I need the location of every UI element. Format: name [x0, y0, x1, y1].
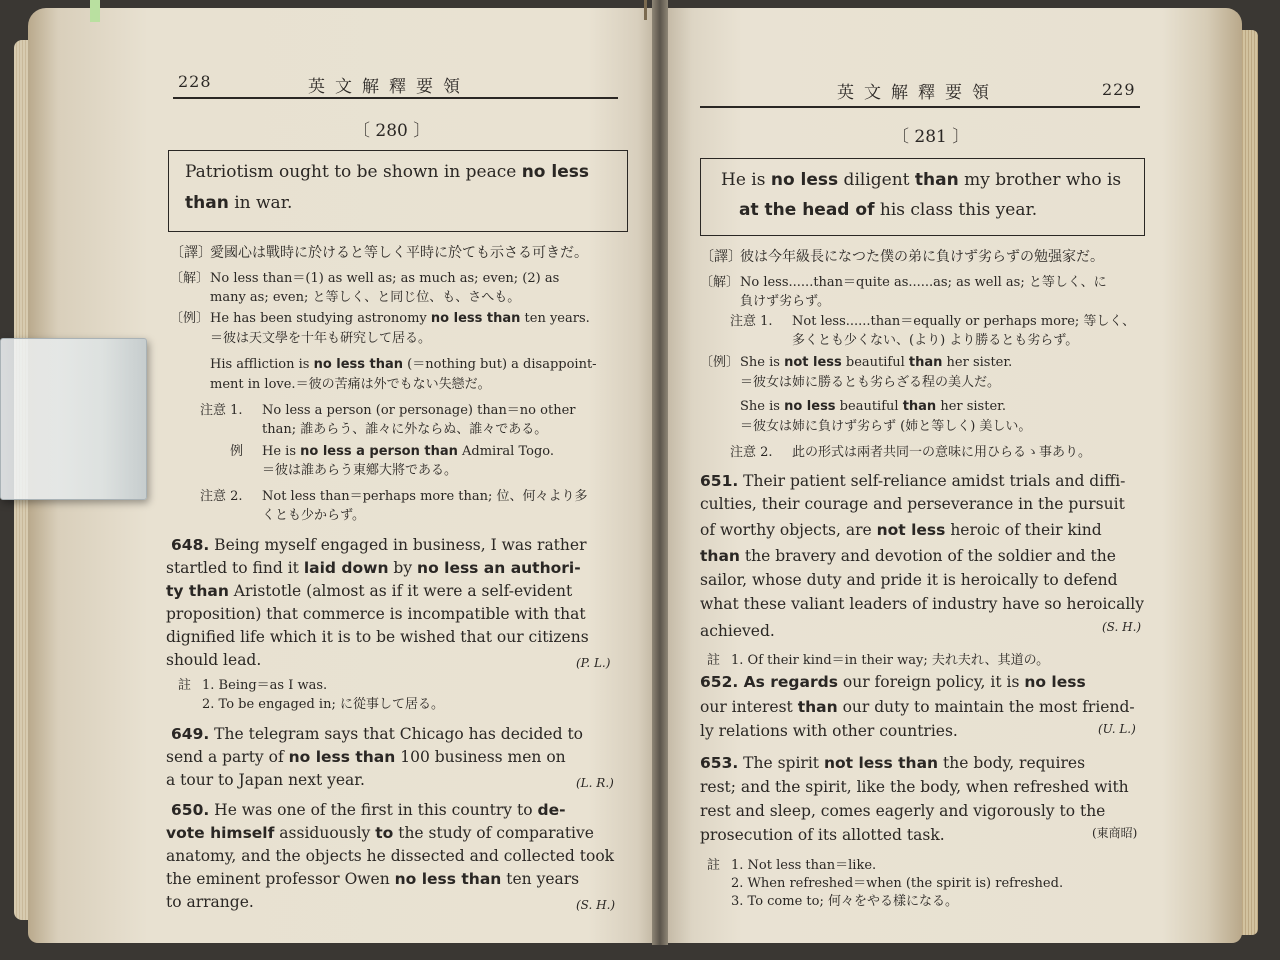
paragraph-649: a tour to Japan next year. — [166, 771, 365, 789]
source-649: (L. R.) — [576, 776, 614, 790]
source-648: (P. L.) — [576, 656, 611, 670]
box-keyword: no less — [521, 162, 589, 182]
right-page — [662, 8, 1242, 943]
note-example-line: 例 He is no less a person than Admiral Togo. — [230, 444, 555, 459]
example-box-280 — [168, 150, 628, 232]
paragraph-650: to arrange. — [166, 893, 254, 911]
translation-line: 〔譯〕愛國心は戰時に於けると等しく平時に於ても示さる可きだ。 — [170, 245, 588, 261]
box-keyword: than — [185, 193, 229, 213]
example-line: She is no less beautiful than her sister. — [740, 399, 1007, 414]
example-line: ＝彼は天文學を十年も硏究して居る。 — [210, 331, 432, 346]
box-text: in war. — [228, 193, 293, 213]
paragraph-651: 651. Their patient self-reliance amidst trials and diffi- — [700, 472, 1126, 490]
paragraph-649: 649. The telegram says that Chicago has decided to — [171, 725, 584, 743]
source-652: (U. L.) — [1098, 722, 1136, 736]
note-line: 注意 2. 此の形式は兩者共同一の意味に用ひらるゝ事あり。 — [730, 445, 1092, 460]
explanation-line: 〔解〕No less......than＝quite as......as; as well as; と等しく、に — [700, 275, 1107, 290]
paragraph-650: the eminent professor Owen no less than ten years — [166, 870, 580, 888]
paragraph-651: achieved. — [700, 622, 775, 640]
paragraph-653: 653. The spirit not less than the body, requires — [700, 754, 1086, 772]
note-line: 注意 1. No less a person (or personage) than＝no other — [200, 403, 576, 418]
source-651: (S. H.) — [1102, 620, 1142, 634]
header-rule-right — [700, 106, 1140, 108]
paragraph-648: startled to find it laid down by no less an authori- — [166, 559, 581, 577]
paragraph-648: 648. Being myself engaged in business, I was rather — [171, 536, 587, 554]
paragraph-648: should lead. — [166, 651, 262, 669]
header-title-left: 英文解釋要領 — [308, 77, 470, 97]
paragraph-653: prosecution of its allotted task. — [700, 826, 945, 844]
page-number-left: 228 — [178, 72, 212, 91]
footnote-line: 註 1. Not less than＝like. — [707, 858, 877, 873]
paragraph-651: culties, their courage and perseverance in the pursuit — [700, 495, 1125, 513]
paragraph-648: dignified life which it is to be wished that our citizens — [166, 628, 589, 646]
page-number-right: 229 — [1102, 80, 1136, 99]
note-example-line: ＝彼は誰あらう東鄕大將である。 — [262, 463, 458, 478]
book-gutter — [652, 0, 668, 945]
example-line: 〔例〕He has been studying astronomy no less than ten years. — [170, 311, 590, 326]
bookmark-string — [644, 0, 647, 20]
note-line: 注意 2. Not less than＝perhaps more than; 位、何々より多 — [200, 489, 588, 504]
explanation-line: 負けず劣らず。 — [740, 294, 830, 309]
paragraph-651: sailor, whose duty and pride it is heroically to defend — [700, 571, 1118, 589]
source-653: (東商昭) — [1092, 826, 1138, 840]
example-line: ＝彼女は姉に負けず劣らず (姉と等しく) 美しい。 — [740, 419, 1032, 434]
example-line: ment in love.＝彼の苦痛は外でもない失戀だ。 — [210, 377, 491, 392]
header-title-right: 英文解釋要領 — [837, 83, 999, 103]
paragraph-651: than the bravery and devotion of the soldier and the — [700, 547, 1116, 565]
paragraph-649: send a party of no less than 100 business men on — [166, 748, 566, 766]
source-650: (S. H.) — [576, 898, 616, 912]
example-line: 〔例〕She is not less beautiful than her sister. — [700, 355, 1013, 370]
paragraph-653: rest and sleep, comes eagerly and vigorously to the — [700, 802, 1106, 820]
footnote-line: 註 1. Being＝as I was. — [178, 678, 328, 693]
header-rule-left — [173, 97, 618, 99]
sticky-tab — [90, 0, 100, 22]
footnote-line: 3. To come to; 何々をやる樣になる。 — [731, 894, 958, 909]
paragraph-650: vote himself assiduously to the study of comparative — [166, 824, 594, 842]
box-text: Patriotism ought to be shown in peace — [185, 162, 522, 182]
footnote-line: 註 1. Of their kind＝in their way; 夫れ夫れ、其道の。 — [707, 653, 1050, 668]
translation-line: 〔譯〕彼は今年級長になつた僕の弟に負けず劣らずの勉强家だ。 — [700, 249, 1104, 265]
footnote-line: 2. When refreshed＝when (the spirit is) refreshed. — [731, 876, 1064, 891]
example-line: His affliction is no less than (＝nothing but) a disappoint- — [210, 357, 597, 372]
paragraph-650: anatomy, and the objects he dissected and collected took — [166, 847, 615, 865]
section-number-281: 〔 281 〕 — [892, 127, 970, 147]
paragraph-648: ty than Aristotle (almost as if it were a self-evident — [166, 582, 573, 600]
note-line: くとも少からず。 — [262, 508, 365, 523]
paragraph-652: our interest than our duty to maintain the most friend- — [700, 698, 1135, 716]
section-number-280: 〔 280 〕 — [353, 121, 431, 141]
example-line: ＝彼女は姉に勝るとも劣らざる程の美人だ。 — [740, 375, 1001, 390]
note-line: than; 誰あらう、誰々に外ならぬ、誰々である。 — [262, 422, 548, 437]
paragraph-650: 650. He was one of the first in this country to de- — [171, 801, 566, 819]
paragraph-648: proposition) that commerce is incompatible with that — [166, 605, 586, 623]
explanation-line: many as; even; と等しく、と同じ位、も、さへも。 — [210, 290, 521, 305]
paragraph-651: of worthy objects, are not less heroic of their kind — [700, 521, 1102, 539]
footnote-line: 2. To be engaged in; に從事して居る。 — [202, 697, 444, 712]
explanation-line: 〔解〕No less than＝(1) as well as; as much as; even; (2) as — [170, 271, 560, 286]
note-line: 注意 1. Not less......than＝equally or perhaps more; 等しく、 — [730, 314, 1136, 329]
example-box-281: He is no less diligent than my brother who is at the head of his class this year. — [700, 158, 1145, 236]
paragraph-652: 652. As regards our foreign policy, it is no less — [700, 673, 1086, 691]
note-line: 多くとも少くない、(より) より勝るとも劣らず。 — [792, 333, 1079, 348]
paragraph-651: what these valiant leaders of industry have so heroically — [700, 595, 1144, 613]
paragraph-653: rest; and the spirit, like the body, when refreshed with — [700, 778, 1129, 796]
acrylic-ruler — [0, 338, 147, 500]
paragraph-652: ly relations with other countries. — [700, 722, 958, 740]
